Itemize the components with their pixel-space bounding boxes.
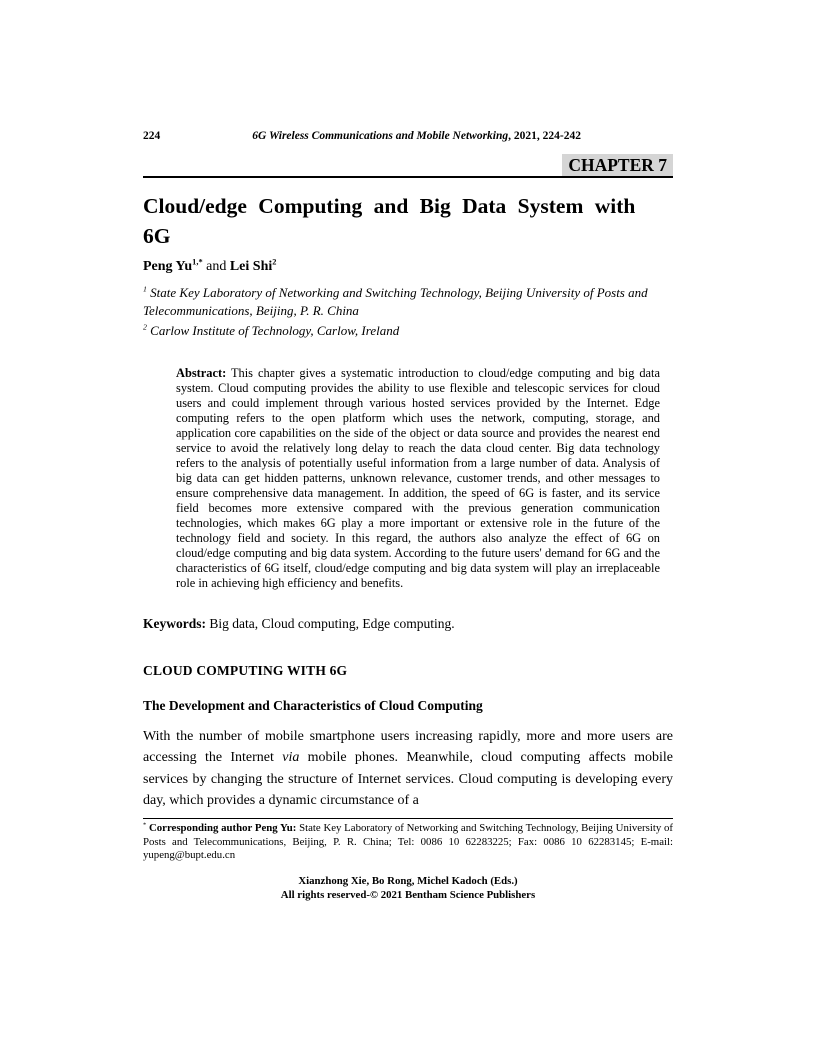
affiliations bbox=[143, 284, 673, 340]
journal-title: 6G Wireless Communications and Mobile Networking bbox=[252, 130, 509, 142]
page-footer bbox=[143, 818, 673, 902]
affiliation-2-marker: 2 bbox=[143, 322, 147, 332]
author-2: Lei Shi bbox=[229, 259, 273, 274]
body-text-italic: via bbox=[282, 750, 300, 765]
author-2-superscript: 2 bbox=[272, 257, 277, 267]
affiliation-1 bbox=[143, 284, 673, 319]
section-heading: CLOUD COMPUTING WITH 6G bbox=[143, 662, 348, 678]
footnote-marker: * bbox=[143, 821, 147, 829]
body-text-part1: With the number of mobile smartphone users increasing rapidly, more and more users are accessing the Internet bbox=[143, 728, 673, 765]
page-number: 224 bbox=[143, 130, 161, 142]
running-title bbox=[160, 130, 673, 142]
abstract bbox=[176, 366, 660, 591]
author-1: Peng Yu bbox=[143, 259, 193, 274]
page-content bbox=[143, 0, 673, 812]
author-1-superscript: 1,* bbox=[192, 257, 203, 267]
chapter-title-line2: 6G bbox=[143, 224, 171, 248]
affiliation-1-text: State Key Laboratory of Networking and Switching Technology, Beijing University of Posts and Telecommunications, Beijing, P. R. China bbox=[143, 285, 648, 318]
author-connector: and bbox=[202, 259, 230, 274]
footnote-rule bbox=[143, 818, 673, 819]
abstract-text: This chapter gives a systematic introduction to cloud/edge computing and big data system. Cloud computing provides the ability to use flexible and telescopic services for cloud users and could implement through various hosted services provided by the Internet. Edge computing refers to the open platform which uses the network, computing, storage, and application core capabilities on the side of the object or data source and provides the nearest end service to avoid the relatively long delay to reach the data cloud center. Big data technology refers to the analysis of potentially useful information from a large number of data. Analysis of big data can get hidden patterns, unknown relevance, customer trends, and other messages to ensure comprehensive data management. In addition, the speed of 6G is faster, and its service field becomes more extensive compared with the previous generation communication technologies, which makes 6G play a more important or extensive role in the future of the technology field and society. In this regard, the authors also analyze the effect of 6G on cloud/edge computing and big data system. According to the future users' demand for 6G and the characteristics of 6G itself, cloud/edge computing and big data system will play an irreplaceable role in achieving high efficiency and benefits. bbox=[176, 365, 660, 590]
editors-line: Xianzhong Xie, Bo Rong, Michel Kadoch (Eds.) bbox=[298, 874, 518, 887]
keywords-label: Keywords: bbox=[143, 615, 206, 631]
affiliation-2-text: Carlow Institute of Technology, Carlow, Ireland bbox=[146, 323, 400, 338]
running-header bbox=[143, 0, 673, 142]
rights-line: All rights reserved-© 2021 Bentham Science Publishers bbox=[280, 888, 536, 901]
chapter-rule bbox=[143, 154, 673, 178]
body-paragraph bbox=[143, 726, 673, 812]
keywords-line bbox=[143, 616, 673, 632]
corresponding-author-footnote bbox=[143, 822, 673, 863]
author-line bbox=[143, 259, 673, 275]
journal-issue: , 2021, 224-242 bbox=[508, 130, 581, 142]
chapter-badge: CHAPTER 7 bbox=[562, 154, 673, 176]
affiliation-2 bbox=[143, 322, 673, 340]
affiliation-1-marker: 1 bbox=[143, 284, 147, 294]
subsection-heading: The Development and Characteristics of Cloud Computing bbox=[143, 697, 483, 713]
keywords-text: Big data, Cloud computing, Edge computing. bbox=[206, 615, 455, 631]
chapter-title-line1: Cloud/edge Computing and Big Data System with bbox=[143, 194, 636, 218]
footnote-label: Corresponding author Peng Yu: bbox=[146, 822, 297, 834]
chapter-title bbox=[143, 191, 673, 251]
body-text-part2: mobile phones. Meanwhile, cloud computing affects mobile services by changing the structure of Internet services. Cloud computing is developing every day, which provides a dynamic circumstance of a bbox=[143, 750, 673, 808]
imprint bbox=[143, 874, 673, 902]
abstract-label: Abstract: bbox=[176, 365, 227, 380]
footnote-text: State Key Laboratory of Networking and Switching Technology, Beijing University of Posts and Telecommunications, Beijing, P. R. China; Tel: 0086 10 62283225; Fax: 0086 10 62283145; E-mail: yupeng@bupt.edu.cn bbox=[143, 822, 673, 861]
